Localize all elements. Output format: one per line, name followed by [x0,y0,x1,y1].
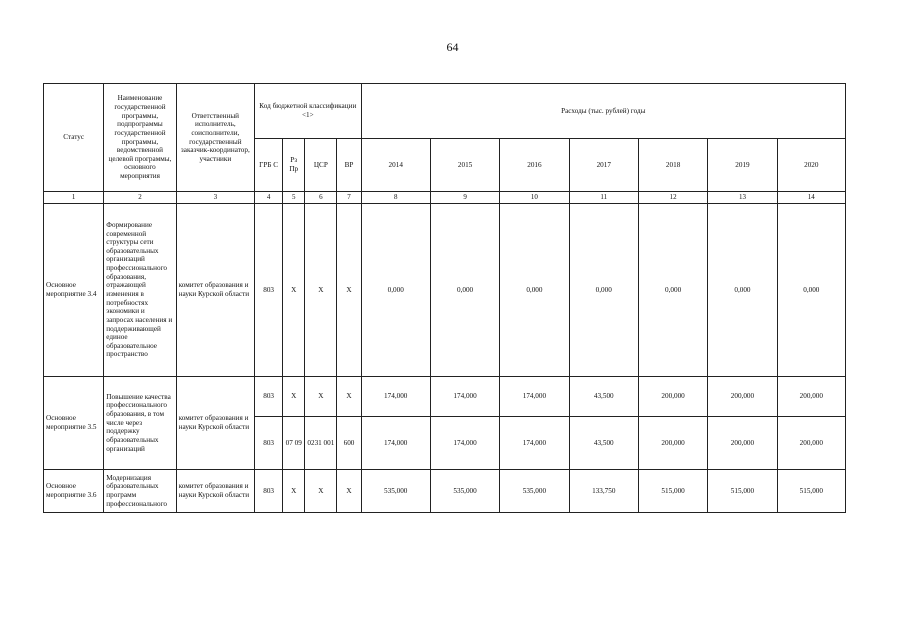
value-cell: 200,000 [708,377,777,417]
vr-cell: 600 [337,417,361,470]
value-cell: 174,000 [500,377,569,417]
status-cell: Основное мероприятие 3.6 [44,470,104,513]
value-cell: 0,000 [708,204,777,377]
header-year: 2019 [708,139,777,192]
header-year: 2018 [638,139,707,192]
name-cell: Модернизация образовательных программ профессионального [104,470,176,513]
value-cell: 200,000 [638,417,707,470]
grbs-cell: 803 [255,417,283,470]
header-executor: Ответственный исполнитель, соисполнители, государственный заказчик-координатор, участники [176,84,254,192]
column-number: 7 [337,192,361,204]
table-row [44,470,846,513]
rzpr-cell: 07 09 [283,417,305,470]
value-cell: 174,000 [500,417,569,470]
status-cell: Основное мероприятие 3.5 [44,377,104,470]
csr-cell: 0231 001 [305,417,337,470]
header-year: 2014 [361,139,430,192]
header-csr: ЦСР [305,139,337,192]
value-cell: 200,000 [777,377,845,417]
column-number: 1 [44,192,104,204]
value-cell: 0,000 [430,204,499,377]
header-year: 2020 [777,139,845,192]
value-cell: 200,000 [638,377,707,417]
grbs-cell: 803 [255,377,283,417]
value-cell: 535,000 [361,470,430,513]
value-cell: 515,000 [777,470,845,513]
column-number: 13 [708,192,777,204]
header-year: 2017 [569,139,638,192]
rzpr-cell: X [283,470,305,513]
vr-cell: X [337,470,361,513]
value-cell: 174,000 [430,377,499,417]
header-rzpr: Рз Пр [283,139,305,192]
value-cell: 0,000 [777,204,845,377]
column-number: 10 [500,192,569,204]
header-vr: ВР [337,139,361,192]
value-cell: 0,000 [569,204,638,377]
value-cell: 43,500 [569,377,638,417]
header-expenses: Расходы (тыс. рублей) годы [361,84,845,139]
rzpr-cell: X [283,204,305,377]
value-cell: 43,500 [569,417,638,470]
column-number: 11 [569,192,638,204]
header-budget-code: Код бюджетной классификации <1> [255,84,362,139]
table-row [44,204,846,377]
value-cell: 0,000 [638,204,707,377]
header-grbs: ГРБ С [255,139,283,192]
executor-cell: комитет образования и науки Курской области [176,470,254,513]
column-number: 14 [777,192,845,204]
name-cell: Формирование современной структуры сети образовательных организаций профессионального образования, отражающей изменения в потребностях экономики и запросах населения и поддерживающей единое образовательное пространство [104,204,176,377]
value-cell: 174,000 [361,417,430,470]
value-cell: 0,000 [500,204,569,377]
grbs-cell: 803 [255,204,283,377]
csr-cell: X [305,204,337,377]
grbs-cell: 803 [255,470,283,513]
column-number: 3 [176,192,254,204]
name-cell: Повышение качества профессионального образования, в том числе через поддержку образовательных организаций [104,377,176,470]
value-cell: 0,000 [361,204,430,377]
value-cell: 200,000 [708,417,777,470]
budget-table [43,83,846,513]
page-number: 64 [446,40,459,54]
column-number: 6 [305,192,337,204]
value-cell: 174,000 [361,377,430,417]
value-cell: 200,000 [777,417,845,470]
csr-cell: X [305,377,337,417]
header-year: 2015 [430,139,499,192]
header-year: 2016 [500,139,569,192]
column-number: 8 [361,192,430,204]
header-status: Статус [44,84,104,192]
value-cell: 133,750 [569,470,638,513]
table-row [44,377,846,417]
column-number: 5 [283,192,305,204]
vr-cell: X [337,204,361,377]
rzpr-cell: X [283,377,305,417]
column-number: 4 [255,192,283,204]
value-cell: 174,000 [430,417,499,470]
csr-cell: X [305,470,337,513]
value-cell: 535,000 [500,470,569,513]
header-name: Наименование государственной программы, подпрограммы государственной программы, ведомственной целевой программы, основного мероприятия [104,84,176,192]
executor-cell: комитет образования и науки Курской области [176,204,254,377]
column-number: 2 [104,192,176,204]
status-cell: Основное мероприятие 3.4 [44,204,104,377]
executor-cell: комитет образования и науки Курской области [176,377,254,470]
column-number: 12 [638,192,707,204]
vr-cell: X [337,377,361,417]
value-cell: 535,000 [430,470,499,513]
column-number-row [44,192,846,204]
value-cell: 515,000 [638,470,707,513]
column-number: 9 [430,192,499,204]
header-row-1 [44,84,846,139]
value-cell: 515,000 [708,470,777,513]
